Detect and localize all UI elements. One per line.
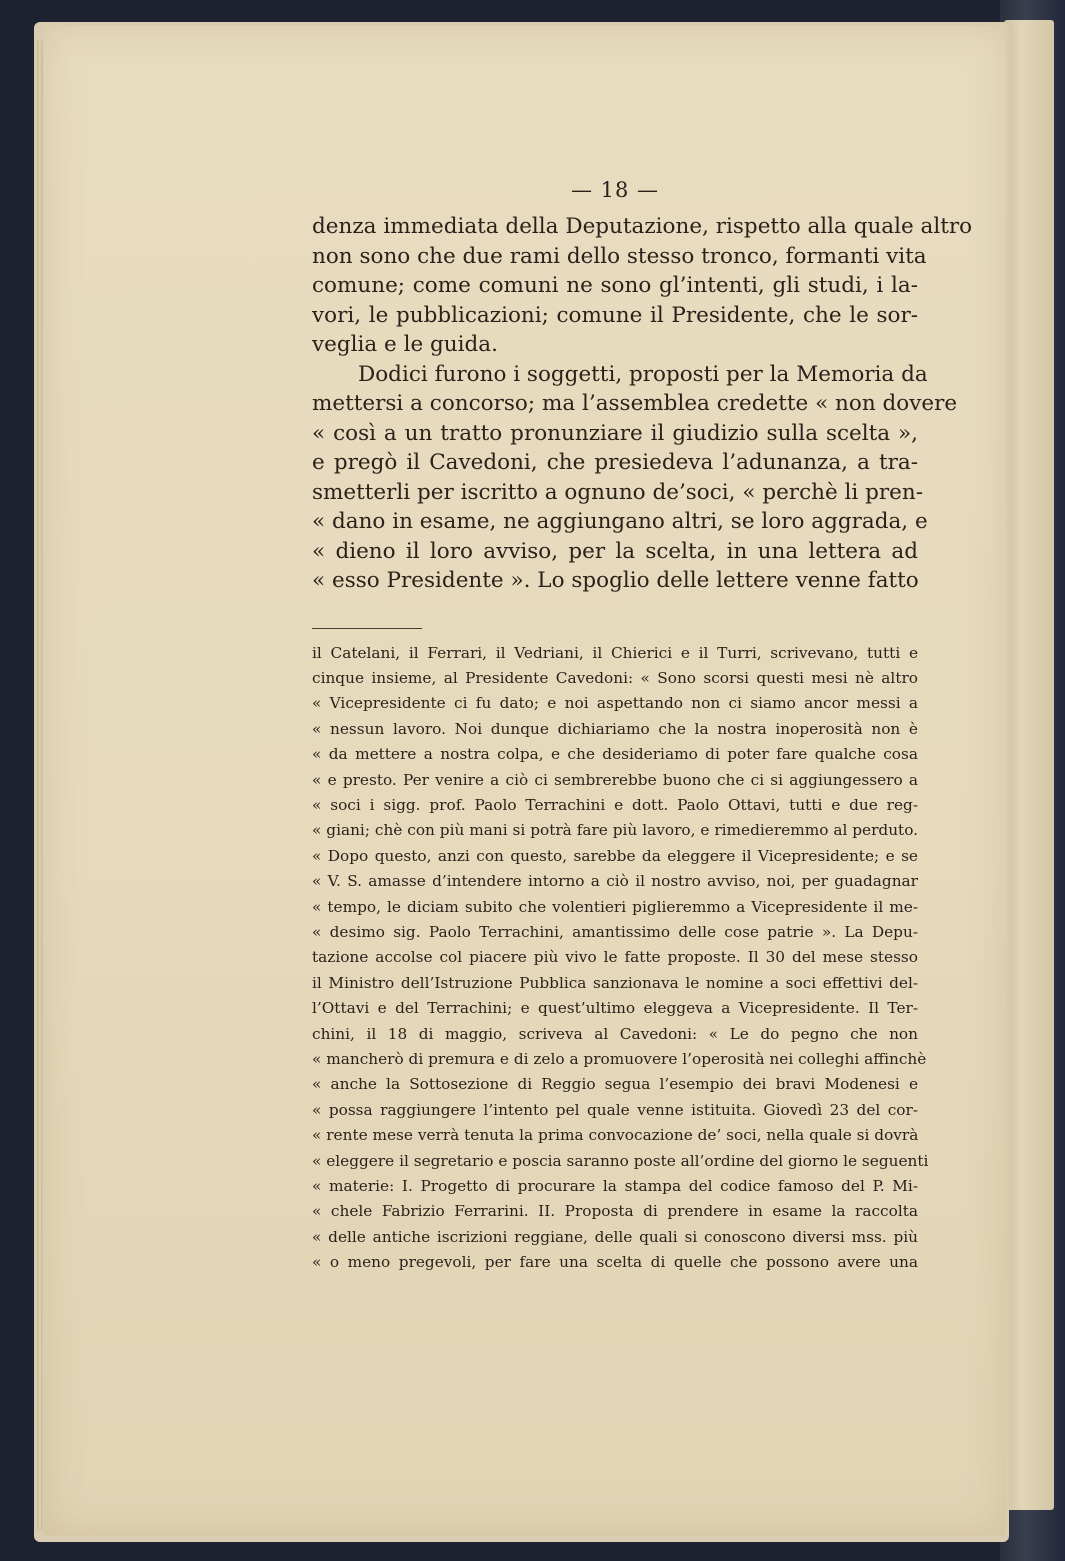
- footnote-line: il Catelani, il Ferrari, il Vedriani, il Chierici e il Turri, scrivevano, tutti e: [312, 643, 918, 662]
- body-line: non sono che due rami dello stesso tronco, formanti vita: [312, 243, 927, 269]
- facing-page-edge: [1004, 20, 1054, 1510]
- footnote-line: cinque insieme, al Presidente Cavedoni: « Sono scorsi questi mesi nè altro: [312, 668, 918, 687]
- footnote-line: « eleggere il segretario e poscia saranno poste all’ordine del giorno le seguenti: [312, 1151, 929, 1170]
- footnote-line: « chele Fabrizio Ferrarini. II. Proposta di prendere in esame la raccolta: [312, 1202, 918, 1221]
- footnote-line: il Ministro dell’Istruzione Pubblica sanzionava le nomine a soci effettivi del-: [312, 973, 918, 992]
- body-line: Dodici furono i soggetti, proposti per la Memoria da: [358, 361, 928, 387]
- footnote-line: « desimo sig. Paolo Terrachini, amantissimo delle cose patrie ». La Depu-: [312, 922, 918, 941]
- body-line: veglia e le guida.: [312, 332, 498, 357]
- footnote-line: « Dopo questo, anzi con questo, sarebbe da eleggere il Vicepresidente; e se: [312, 846, 918, 865]
- body-line: e pregò il Cavedoni, che presiedeva l’adunanza, a tra-: [312, 450, 918, 475]
- body-line: comune; come comuni ne sono gl’intenti, gli studi, i la-: [312, 273, 918, 298]
- body-line: « dieno il loro avviso, per la scelta, in una lettera ad: [312, 538, 918, 564]
- footnote-line: chini, il 18 di maggio, scriveva al Cavedoni: « Le do pegno che non: [312, 1024, 918, 1043]
- footnote-rule: [312, 628, 422, 629]
- body-paragraphs: [312, 212, 973, 596]
- text-block: [312, 178, 973, 1276]
- footnote-line: l’Ottavi e del Terrachini; e quest’ultimo eleggeva a Vicepresidente. Il Ter-: [312, 999, 918, 1018]
- footnote-line: « e presto. Per venire a ciò ci sembrerebbe buono che ci si aggiungessero a: [312, 770, 918, 789]
- footnote-line: « possa raggiungere l’intento pel quale venne istituita. Giovedì 23 del cor-: [312, 1100, 918, 1119]
- footnote-line: « nessun lavoro. Noi dunque dichiariamo che la nostra inoperosità non è: [312, 719, 918, 738]
- footnote-line: « materie: I. Progetto di procurare la stampa del codice famoso del P. Mi-: [312, 1177, 918, 1196]
- footnote-line: « Vicepresidente ci fu dato; e noi aspettando non ci siamo ancor messi a: [312, 694, 918, 713]
- footnote-line: « o meno pregevoli, per fare una scelta di quelle che possono avere una: [312, 1253, 918, 1272]
- footnote-line: tazione accolse col piacere più vivo le fatte proposte. Il 30 del mese stesso: [312, 948, 918, 967]
- body-line: « così a un tratto pronunziare il giudizio sulla scelta »,: [312, 420, 918, 446]
- footnote-line: « tempo, le diciam subito che volentieri piglieremmo a Vicepresidente il me-: [312, 897, 918, 916]
- body-line: denza immediata della Deputazione, rispetto alla quale altro: [312, 214, 973, 239]
- body-line: mettersi a concorso; ma l’assemblea credette « non dovere: [312, 391, 958, 416]
- body-line: « esso Presidente ». Lo spoglio delle lettere venne fatto: [312, 568, 919, 593]
- footnote-line: « giani; chè con più mani si potrà fare più lavoro, e rimedieremmo al perduto.: [312, 821, 918, 840]
- footnote-line: « rente mese verrà tenuta la prima convocazione de’ soci, nella quale si dovrà: [312, 1126, 919, 1145]
- footnote-line: « V. S. amasse d’intendere intorno a ciò il nostro avviso, noi, per guadagnar: [312, 872, 918, 891]
- footnote-line: « soci i sigg. prof. Paolo Terrachini e dott. Paolo Ottavi, tutti e due reg-: [312, 795, 918, 814]
- body-line: vori, le pubblicazioni; comune il Presidente, che le sor-: [312, 302, 918, 328]
- footnote: [312, 641, 929, 1276]
- footnote-line: « delle antiche iscrizioni reggiane, delle quali si conoscono diversi mss. più: [312, 1227, 918, 1246]
- footnote-line: « anche la Sottosezione di Reggio segua l’esempio dei bravi Modenesi e: [312, 1075, 918, 1094]
- page-number: — 18 —: [570, 178, 660, 202]
- body-line: « dano in esame, ne aggiungano altri, se loro aggrada, e: [312, 509, 928, 534]
- footnote-line: « da mettere a nostra colpa, e che desideriamo di poter fare qualche cosa: [312, 745, 918, 764]
- footnote-line: « mancherò di premura e di zelo a promuovere l’operosità nei colleghi affinchè: [312, 1050, 927, 1068]
- body-line: smetterli per iscritto a ognuno de’soci, « perchè li pren-: [312, 479, 923, 505]
